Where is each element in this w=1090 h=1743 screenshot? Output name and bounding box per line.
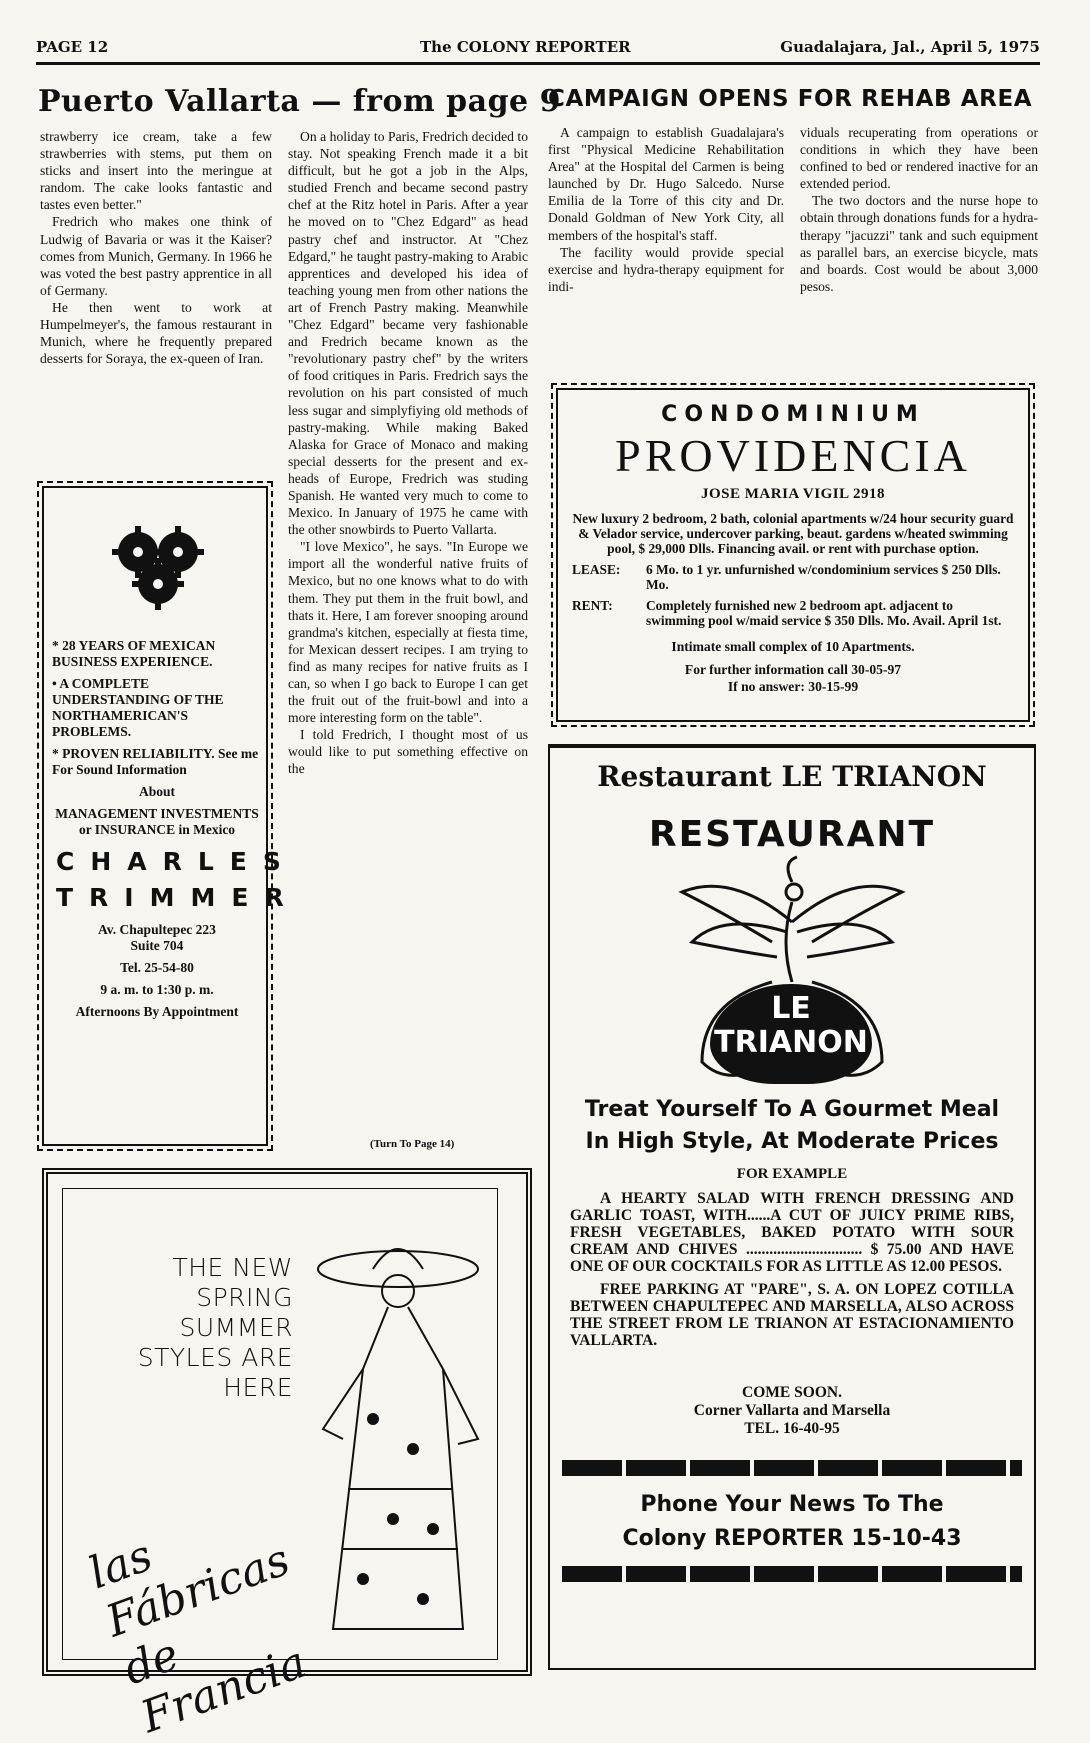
condo-address: JOSE MARIA VIGIL 2918 <box>700 486 885 502</box>
agent-first-name: CHARLES <box>56 847 297 876</box>
condo-name: PROVIDENCIA <box>615 430 971 481</box>
restaurant-logo-word: RESTAURANT <box>648 814 936 855</box>
fashion-model-illustration <box>303 1229 493 1649</box>
fashion-ad <box>42 1168 532 1743</box>
restaurant-title: Restaurant LE TRIANON <box>597 760 987 793</box>
insurance-ad <box>42 486 300 1146</box>
le-trianon-badge <box>710 984 872 1084</box>
lease-label: LEASE: <box>572 562 621 577</box>
tagline-line2: In High Style, At Moderate Prices <box>585 1129 999 1154</box>
paragraph: strawberry ice cream, take a few strawberries with stems, put them on sticks and insert into the meringue at random. The cake looks fantastic and tastes even better." <box>40 129 272 213</box>
condo-rent <box>572 598 1014 628</box>
rent-text: Completely furnished new 2 bedroom apt. adjacent to swimming pool w/maid service $ 350 Dlls. Mo. Avail. April 1st. <box>646 598 1002 628</box>
restaurant-contact <box>550 1384 1034 1438</box>
insurance-text <box>52 638 300 1026</box>
insurance-about: About <box>138 784 175 799</box>
condo-lease <box>572 562 1014 592</box>
vallarta-column-2 <box>288 128 528 778</box>
paragraph: The two doctors and the nurse hope to obtain through donations funds for a hydra-therapy "jacuzzi" tank and such equipment as parallel bars, an exercise bicycle, mats and boards. Cost would be about 3,000 pesos. <box>800 193 1038 294</box>
example-heading: FOR EXAMPLE <box>736 1166 848 1182</box>
paragraph: The facility would provide special exercise and hydra-therapy equipment for indi- <box>548 244 784 294</box>
fashion-brand-logo: las Fábricas de Francia <box>82 1529 313 1743</box>
restaurant-ad <box>548 744 1036 1670</box>
condo-description: New luxury 2 bedroom, 2 bath, colonial apartments w/24 hour security guard & Velador service, undercover parking, beaut. gardens w/heated swimming pool, $ 29,000 Dlls. Financing avail. or rent with purchase option. <box>572 511 1014 556</box>
parking-info: FREE PARKING AT "PARE", S. A. ON LOPEZ COTILLA BETWEEN CHAPULTEPEC AND MARSELLA, ALSO ACROSS THE STREET FROM LE TRIANON AT ESTACIONAMIENTO VALLARTA. <box>570 1281 1014 1349</box>
page-number: PAGE 12 <box>36 38 109 56</box>
insurance-point: * 28 YEARS OF MEXICAN BUSINESS EXPERIENCE. <box>52 638 216 669</box>
menu-offer: A HEARTY SALAD WITH FRENCH DRESSING AND GARLIC TOAST, WITH......A CUT OF JUICY PRIME RIBS, FRESH VEGETABLES, BAKED POTATO WITH SOUR CREAM AND CHIVES .............................. $ 75.00 AND HAVE ONE OF OUR COCKTAILS FOR AS LITTLE AS 12.00 PESOS. <box>570 1190 1014 1275</box>
rent-label: RENT: <box>572 598 613 613</box>
paragraph: Fredrich who makes one think of Ludwig of Bavaria or was it the Kaiser? comes from Munich, Germany. In 1966 he was voted the best pastry apprentice in all of Germany. <box>40 214 272 298</box>
dateline: Guadalajara, Jal., April 5, 1975 <box>780 38 1040 56</box>
divider-stripe <box>562 1460 1022 1476</box>
campaign-column-2 <box>800 124 1038 295</box>
restaurant-phone: TEL. 16-40-95 <box>744 1420 840 1437</box>
paragraph: A campaign to establish Guadalajara's first "Physical Medicine Rehabilitation Area" at the Hospital del Carmen is being launched by Dr. Hugo Salcedo. Nurse Emilia de la Torre of this city and Dr. Donald Goldman of New York City, all members of the hospital's staff. <box>548 125 784 243</box>
newspaper-name: The COLONY REPORTER <box>420 38 631 56</box>
campaign-column-1 <box>548 124 784 295</box>
come-soon: COME SOON. <box>742 1384 842 1401</box>
restaurant-address: Corner Vallarta and Marsella <box>693 1402 891 1419</box>
agent-phone: Tel. 25-54-80 <box>120 960 194 975</box>
news-phone-box <box>550 1488 1034 1556</box>
condo-info-phone: For further information call 30-05-97 <box>684 662 902 677</box>
condo-complex: Intimate small complex of 10 Apartments. <box>671 639 915 654</box>
agent-address-line1: Av. Chapultepec 223 <box>98 922 216 937</box>
insurance-point: * PROVEN RELIABILITY. See me For Sound Information <box>52 746 259 777</box>
vallarta-column-1 <box>40 128 272 367</box>
badge-line1: LE <box>771 991 811 1026</box>
paragraph: He then went to work at Humpelmeyer's, the famous restaurant in Munich, where he frequently prepared desserts for Soraya, the ex-queen of Iran. <box>40 299 272 367</box>
gears-logo-icon <box>108 524 208 610</box>
masthead <box>36 38 1040 65</box>
paragraph: "I love Mexico", he says. "In Europe we import all the wonderful native fruits of Mexico, but no one knows what to do with them. They put them in the fruit bowl, and thats it. Here, I am forever snooping around grandma's kitchen, especially at fiesta time, for Mexican dessert recipes. I am trying to find as many recipes for native fruits as I can, so when I go back to Europe I can get the fruit out of the fruit-bowl and into a more interesting form on the table". <box>288 539 528 726</box>
restaurant-tagline <box>550 1094 1034 1158</box>
condo-alt-phone: If no answer: 30-15-99 <box>727 679 859 694</box>
insurance-topics: MANAGEMENT INVESTMENTS or INSURANCE in Mexico <box>55 806 259 837</box>
insurance-point: • A COMPLETE UNDERSTANDING OF THE NORTHAMERICAN'S PROBLEMS. <box>52 676 224 739</box>
paragraph: On a holiday to Paris, Fredrich decided to stay. Not speaking French made it a bit difficult, but he got a job in the Alps, studied French and became second pastry chef at the Ritz hotel in Paris. After a year he moved on to "Chez Edgard" as head pastry chef and instructor. At "Chez Edgard," he taught pastry-making to Arabic apprentices and developed his idea of teaching young men from other nations the art of French Pastry making. Meanwhile "Chez Edgard" became very fashionable and Fredrich became known as the "revolutionary pastry chef" by the writers of food critiques in Paris. Fredrich says the revolution on his part consisted of much less sugar and simplyfiying old methods of pastry-making. While making Baked Alaska for Grace of Monaco and making special desserts for the present and ex-heads of Europe, Fredrich was studing Spanish. He wanted very much to come to Mexico. In January of 1975 he came with the other snowbirds to Puerto Vallarta. <box>288 129 528 538</box>
continuation-note: (Turn To Page 14) <box>370 1138 455 1150</box>
paragraph: viduals recuperating from operations or conditions in which they have been confined to bed or rendered inactive for an extended period. <box>800 125 1038 192</box>
tagline-line1: Treat Yourself To A Gourmet Meal <box>584 1097 1000 1122</box>
agent-last-name: TRIMMER <box>56 883 300 912</box>
badge-line2: TRIANON <box>714 1025 868 1060</box>
divider-stripe <box>562 1566 1022 1582</box>
paragraph: I told Fredrich, I thought most of us would like to put something effective on the <box>288 727 528 777</box>
condominium-ad <box>556 388 1030 722</box>
news-phone-line1: Phone Your News To The <box>640 1492 944 1517</box>
lease-text: 6 Mo. to 1 yr. unfurnished w/condominium services $ 250 Dlls. Mo. <box>646 562 1001 592</box>
campaign-headline: CAMPAIGN OPENS FOR REHAB AREA <box>548 86 1033 112</box>
restaurant-body <box>570 1190 1014 1355</box>
agent-hours: 9 a. m. to 1:30 p. m. <box>100 982 214 997</box>
vallarta-headline: Puerto Vallarta — from page 9 <box>38 84 561 119</box>
agent-address-line2: Suite 704 <box>130 938 184 953</box>
fashion-frame <box>62 1188 498 1743</box>
fashion-headline: THE NEW SPRING SUMMER STYLES ARE HERE <box>137 1253 293 1402</box>
condo-kicker: CONDOMINIUM <box>661 402 925 427</box>
agent-appointment: Afternoons By Appointment <box>75 1004 239 1019</box>
news-phone-line2: Colony REPORTER 15-10-43 <box>622 1526 962 1551</box>
